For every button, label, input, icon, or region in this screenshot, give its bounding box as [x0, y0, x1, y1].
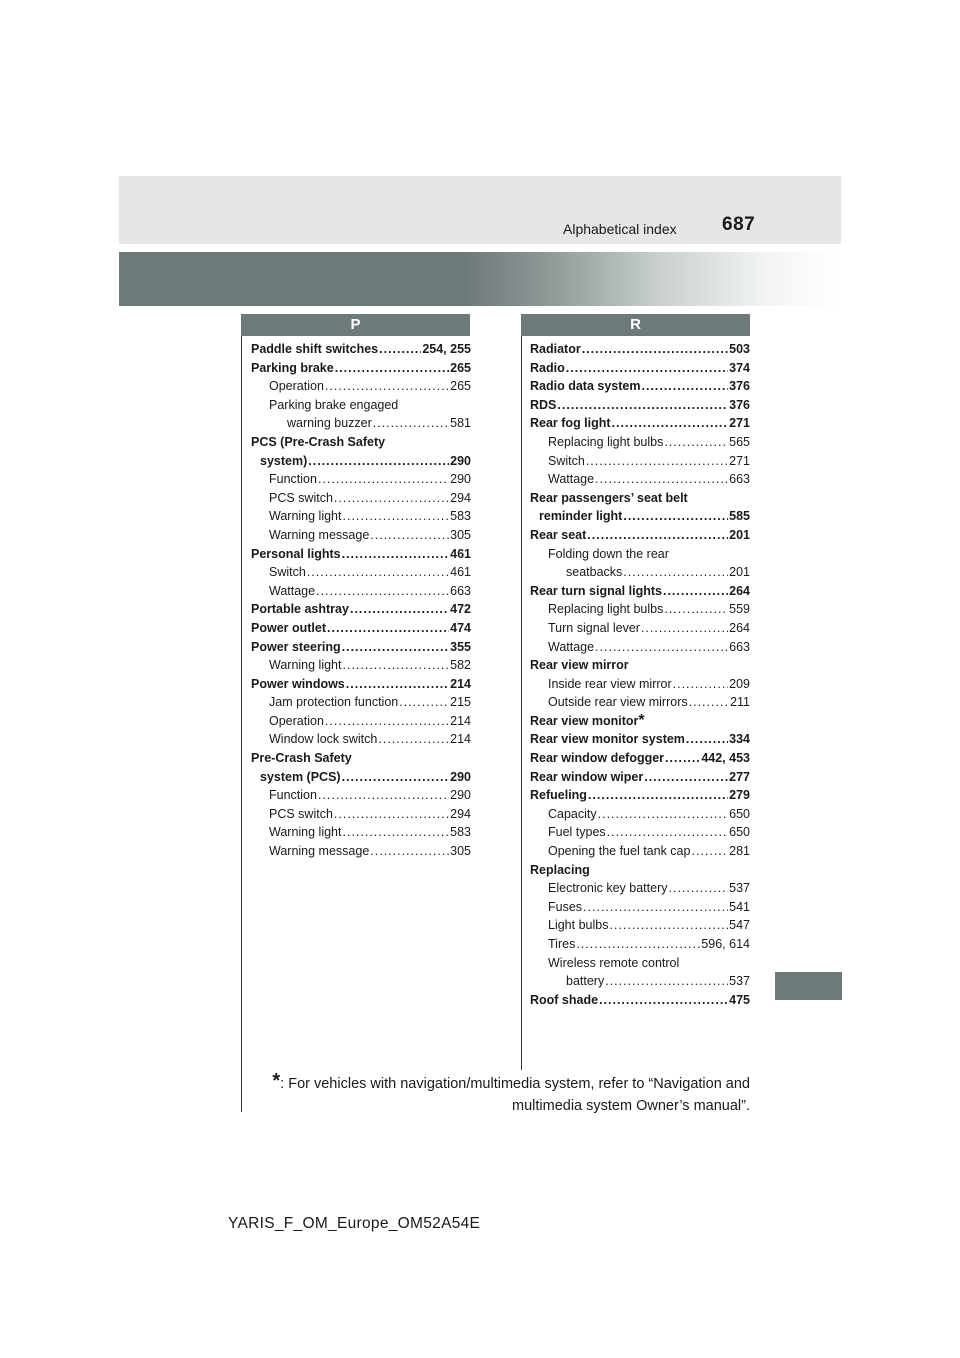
- index-entry-name: Refueling: [530, 788, 587, 803]
- index-entry: [530, 916, 750, 935]
- index-entry: [530, 861, 750, 880]
- dot-leader: [609, 916, 728, 935]
- index-entry-name: Operation: [269, 379, 324, 394]
- index-entry-page: 290: [450, 453, 471, 468]
- index-entry: [530, 582, 750, 601]
- dot-leader: [343, 507, 450, 526]
- index-entry-name: Folding down the rear: [548, 546, 669, 561]
- index-entry-name: Wattage: [269, 583, 316, 598]
- index-entry-page: 201: [729, 565, 750, 580]
- index-entry: [530, 414, 750, 433]
- index-entry: [530, 545, 750, 564]
- index-entry: [530, 359, 750, 378]
- chapter-side-tab: [775, 972, 842, 1000]
- dot-leader: [612, 414, 729, 433]
- dot-leader: [605, 972, 728, 991]
- dot-leader: [343, 656, 450, 675]
- index-entry-page: 650: [729, 825, 750, 840]
- index-entry: [530, 823, 750, 842]
- index-entry-page: 547: [729, 918, 750, 933]
- index-entry: [530, 879, 750, 898]
- index-entry-page: 565: [729, 434, 750, 449]
- index-entry: [251, 507, 471, 526]
- index-entry-name: Replacing: [530, 862, 590, 877]
- index-entry: [251, 396, 471, 415]
- dot-leader: [665, 749, 700, 768]
- index-entry-name: Jam protection function: [269, 695, 399, 710]
- index-entry-page: 472: [450, 602, 471, 617]
- dot-leader: [576, 935, 700, 954]
- index-entry: [530, 768, 750, 787]
- index-entry: [251, 786, 471, 805]
- index-entry-name: Function: [269, 472, 317, 487]
- index-entry: [251, 675, 471, 694]
- index-entry-name: Radio: [530, 360, 565, 375]
- index-entry-page: 583: [450, 825, 471, 840]
- index-entry-page: 214: [450, 732, 471, 747]
- left-column-rule: [241, 336, 242, 1112]
- dot-leader: [686, 730, 728, 749]
- index-entry: [251, 693, 471, 712]
- index-entry: [530, 898, 750, 917]
- index-entry-page: 214: [450, 676, 471, 691]
- index-entry: [530, 749, 750, 768]
- index-entry-name: Personal lights: [251, 546, 341, 561]
- index-entry-name: RDS: [530, 397, 557, 412]
- dot-leader: [586, 452, 728, 471]
- index-entry-page: 663: [450, 583, 471, 598]
- index-entry-page: 305: [450, 844, 471, 859]
- dot-leader: [587, 526, 728, 545]
- index-entry-page: 537: [729, 881, 750, 896]
- index-entry: [530, 638, 750, 657]
- index-entry: [530, 507, 750, 526]
- dot-leader: [316, 582, 449, 601]
- index-entry: [251, 638, 471, 657]
- index-entry-name: Fuel types: [548, 825, 606, 840]
- index-entry-name: Fuses: [548, 899, 583, 914]
- index-entry: [251, 377, 471, 396]
- index-entry-page: 374: [729, 360, 750, 375]
- dot-leader: [595, 638, 728, 657]
- index-entry-page: 294: [450, 806, 471, 821]
- index-entry-name: Inside rear view mirror: [548, 676, 672, 691]
- index-entry: [251, 842, 471, 861]
- dot-leader: [334, 805, 449, 824]
- column-header-r: R: [521, 314, 750, 336]
- index-entry-name: Parking brake: [251, 360, 334, 375]
- dot-leader: [373, 414, 449, 433]
- index-column-p: [251, 340, 471, 861]
- footnote-star: *: [272, 1070, 281, 1092]
- dot-leader: [327, 619, 449, 638]
- index-entry-name: Rear view monitor system: [530, 732, 685, 747]
- index-entry-name: Rear seat: [530, 527, 587, 542]
- index-entry: [530, 991, 750, 1010]
- index-entry: [251, 600, 471, 619]
- footnote: [270, 1070, 750, 1117]
- index-entry: Rear view monitor *: [530, 711, 645, 729]
- index-entry: [251, 712, 471, 731]
- index-entry: [251, 582, 471, 601]
- index-entry-name: Light bulbs: [548, 918, 609, 933]
- index-entry-page: 209: [729, 676, 750, 691]
- index-entry: [530, 972, 750, 991]
- index-entry-page: 475: [729, 992, 750, 1007]
- index-entry-name: Opening the fuel tank cap: [548, 844, 691, 859]
- index-entry-page: 211: [730, 695, 750, 710]
- index-entry: [530, 842, 750, 861]
- index-entry-page: 279: [729, 788, 750, 803]
- dot-leader: [689, 693, 729, 712]
- index-entry: [530, 619, 750, 638]
- dot-leader: [308, 452, 449, 471]
- index-entry-page: 254, 255: [422, 342, 471, 356]
- index-entry: [530, 935, 750, 954]
- index-entry-name: Roof shade: [530, 992, 599, 1007]
- index-entry-page: 583: [450, 509, 471, 524]
- index-entry-name: Power steering: [251, 639, 341, 654]
- index-entry-name: Rear window defogger: [530, 751, 665, 766]
- index-entry-page: 264: [729, 620, 750, 635]
- index-entry: [251, 768, 471, 787]
- dot-leader: [599, 991, 728, 1010]
- dot-leader: [342, 545, 450, 564]
- dot-leader: [325, 712, 449, 731]
- index-entry: [530, 396, 750, 415]
- index-entry: [251, 433, 471, 452]
- index-entry: [251, 805, 471, 824]
- dot-leader: [346, 675, 449, 694]
- index-entry: [251, 730, 471, 749]
- index-entry-name: Outside rear view mirrors: [548, 695, 688, 710]
- index-entry-name: Operation: [269, 713, 324, 728]
- index-entry-page: 376: [729, 379, 750, 394]
- index-entry-name: seatbacks: [566, 565, 623, 580]
- document-id: YARIS_F_OM_Europe_OM52A54E: [228, 1215, 481, 1232]
- dot-leader: [641, 377, 728, 396]
- index-entry: [530, 340, 750, 359]
- index-entry-name: Window lock switch: [269, 732, 378, 747]
- index-entry-page: 663: [729, 639, 750, 654]
- dot-leader: [318, 786, 449, 805]
- index-entry: [251, 489, 471, 508]
- dot-leader: [343, 823, 450, 842]
- index-entry-name: Tires: [548, 937, 576, 951]
- index-entry-page: 663: [729, 472, 750, 487]
- index-entry-name: Function: [269, 788, 317, 803]
- index-entry: [530, 805, 750, 824]
- dot-leader: [607, 823, 728, 842]
- index-entry: [251, 526, 471, 545]
- dot-leader: [370, 842, 449, 861]
- index-entry: [251, 823, 471, 842]
- index-entry-name: Power windows: [251, 676, 345, 691]
- index-entry: [530, 786, 750, 805]
- dot-leader: [598, 805, 729, 824]
- index-entry: [251, 340, 471, 359]
- index-entry: [530, 470, 750, 489]
- index-entry: [251, 619, 471, 638]
- index-entry-name: battery: [566, 974, 605, 989]
- index-entry: [251, 563, 471, 582]
- index-entry-name: Rear fog light: [530, 416, 611, 431]
- index-entry: [251, 470, 471, 489]
- index-entry-page: 559: [729, 602, 750, 617]
- index-entry-name: Wireless remote control: [548, 955, 680, 970]
- dot-leader: [342, 638, 450, 657]
- index-entry-name: Parking brake engaged: [269, 397, 399, 412]
- index-entry-name: Switch: [548, 453, 585, 468]
- index-entry-page: 201: [729, 527, 750, 542]
- header-gradient-band: [119, 252, 841, 306]
- index-entry: [251, 414, 471, 433]
- index-entry-page: 281: [729, 844, 750, 859]
- index-entry-name: Rear turn signal lights: [530, 583, 662, 598]
- dot-leader: [582, 340, 728, 359]
- index-entry-page: 581: [450, 416, 471, 431]
- index-entry: [251, 359, 471, 378]
- index-entry-name: Wattage: [548, 472, 595, 487]
- dot-leader: [307, 563, 449, 582]
- index-entry-name: PCS (Pre-Crash Safety: [251, 434, 386, 449]
- index-entry-page: 461: [450, 546, 471, 561]
- dot-leader: [378, 730, 449, 749]
- dot-leader: [318, 470, 449, 489]
- dot-leader: [557, 396, 728, 415]
- index-entry: [251, 545, 471, 564]
- dot-leader: [370, 526, 449, 545]
- index-entry-name: PCS switch: [269, 490, 333, 505]
- dot-leader: [334, 489, 449, 508]
- index-entry-name: system): [260, 453, 308, 468]
- dot-leader: [350, 600, 449, 619]
- index-entry: [530, 600, 750, 619]
- index-entry-page: 503: [729, 342, 750, 356]
- dot-leader: [673, 675, 729, 694]
- index-entry: [530, 656, 750, 675]
- index-entry-page: 461: [450, 565, 471, 580]
- index-entry-name: Rear window wiper: [530, 769, 644, 784]
- dot-leader: [583, 898, 728, 917]
- dot-leader: [623, 563, 728, 582]
- index-entry: [530, 452, 750, 471]
- index-entry-name: Switch: [269, 565, 306, 580]
- index-entry-name: Replacing light bulbs: [548, 434, 664, 449]
- dot-leader: [595, 470, 728, 489]
- index-entry: [530, 377, 750, 396]
- index-entry: [530, 526, 750, 545]
- index-entry-page: 537: [729, 974, 750, 989]
- page-number: 687: [722, 214, 756, 235]
- index-entry-page: 650: [729, 806, 750, 821]
- index-entry-name: Turn signal lever: [548, 620, 640, 635]
- index-entry-page: 264: [729, 583, 750, 598]
- index-entry-name: Warning message: [269, 844, 370, 859]
- index-entry-name: Warning light: [269, 509, 342, 524]
- index-entry-name: Rear view mirror: [530, 658, 629, 673]
- dot-leader: [664, 600, 728, 619]
- dot-leader: [623, 507, 728, 526]
- index-entry-name: Radio data system: [530, 379, 641, 394]
- index-entry: [530, 954, 750, 973]
- index-column-r: [530, 340, 750, 1009]
- dot-leader: [644, 768, 728, 787]
- dot-leader: [691, 842, 728, 861]
- index-entry-page: 271: [729, 416, 750, 431]
- dot-leader: [566, 359, 728, 378]
- index-entry: [530, 693, 750, 712]
- right-column-rule: [521, 336, 522, 1070]
- index-entry-page: 585: [729, 509, 750, 524]
- index-entry-page: 215: [450, 695, 471, 710]
- footnote-text: : For vehicles with navigation/multimedia system, refer to “Navigation and multimedia system Owner’s manual”.: [280, 1076, 750, 1114]
- index-entry-page: 290: [450, 472, 471, 487]
- index-entry-page: 582: [450, 658, 471, 673]
- index-entry: [251, 452, 471, 471]
- dot-leader: [669, 879, 729, 898]
- index-entry-page: 214: [450, 713, 471, 728]
- index-entry-name: Warning light: [269, 658, 342, 673]
- index-entry: [251, 656, 471, 675]
- column-header-p: P: [241, 314, 470, 336]
- dot-leader: [335, 359, 449, 378]
- index-entry-page: 442, 453: [701, 751, 750, 766]
- index-entry-name: Power outlet: [251, 620, 327, 635]
- index-entry: [530, 730, 750, 749]
- index-entry-page: 294: [450, 490, 471, 505]
- index-entry-name: Wattage: [548, 639, 595, 654]
- dot-leader: [379, 340, 421, 359]
- index-entry-name: Replacing light bulbs: [548, 602, 664, 617]
- index-entry-name: Portable ashtray: [251, 602, 349, 617]
- index-entry-name: Electronic key battery: [548, 881, 668, 896]
- dot-leader: [399, 693, 449, 712]
- index-entry-page: 305: [450, 527, 471, 542]
- index-entry: [530, 563, 750, 582]
- index-entry-name: warning buzzer: [287, 416, 372, 431]
- index-entry-page: 265: [450, 360, 471, 375]
- index-entry-name: Paddle shift switches: [251, 342, 379, 356]
- index-entry-name: system (PCS): [260, 769, 341, 784]
- dot-leader: [588, 786, 728, 805]
- dot-leader: [325, 377, 449, 396]
- index-entry-name: Radiator: [530, 342, 581, 356]
- index-entry-page: 265: [450, 379, 471, 394]
- dot-leader: [641, 619, 728, 638]
- index-entry-page: 334: [729, 732, 750, 747]
- index-entry-page: 596, 614: [701, 937, 750, 951]
- dot-leader: [663, 582, 728, 601]
- index-entry: [251, 749, 471, 768]
- index-entry-page: 277: [729, 769, 750, 784]
- index-entry-page: 271: [729, 453, 750, 468]
- index-entry-name: Rear view monitor: [530, 713, 639, 728]
- index-entry-page: 376: [729, 397, 750, 412]
- index-entry: [530, 489, 750, 508]
- index-entry: [530, 675, 750, 694]
- index-entry: [530, 433, 750, 452]
- index-entry-page: 541: [729, 899, 750, 914]
- dot-leader: [342, 768, 450, 787]
- index-entry-name: reminder light: [539, 509, 623, 524]
- index-entry-name: PCS switch: [269, 806, 333, 821]
- index-entry-name: Pre-Crash Safety: [251, 751, 352, 766]
- index-entry-page: 290: [450, 769, 471, 784]
- dot-leader: [664, 433, 728, 452]
- index-entry-page: 474: [450, 620, 471, 635]
- index-entry-name: Warning light: [269, 825, 342, 840]
- index-entry-name: Rear passengers’ seat belt: [530, 490, 688, 505]
- index-entry-page: 355: [450, 639, 471, 654]
- index-entry-page: 290: [450, 788, 471, 803]
- index-entry-name: Capacity: [548, 806, 597, 821]
- index-entry-name: Warning message: [269, 527, 370, 542]
- section-title: Alphabetical index: [563, 221, 677, 237]
